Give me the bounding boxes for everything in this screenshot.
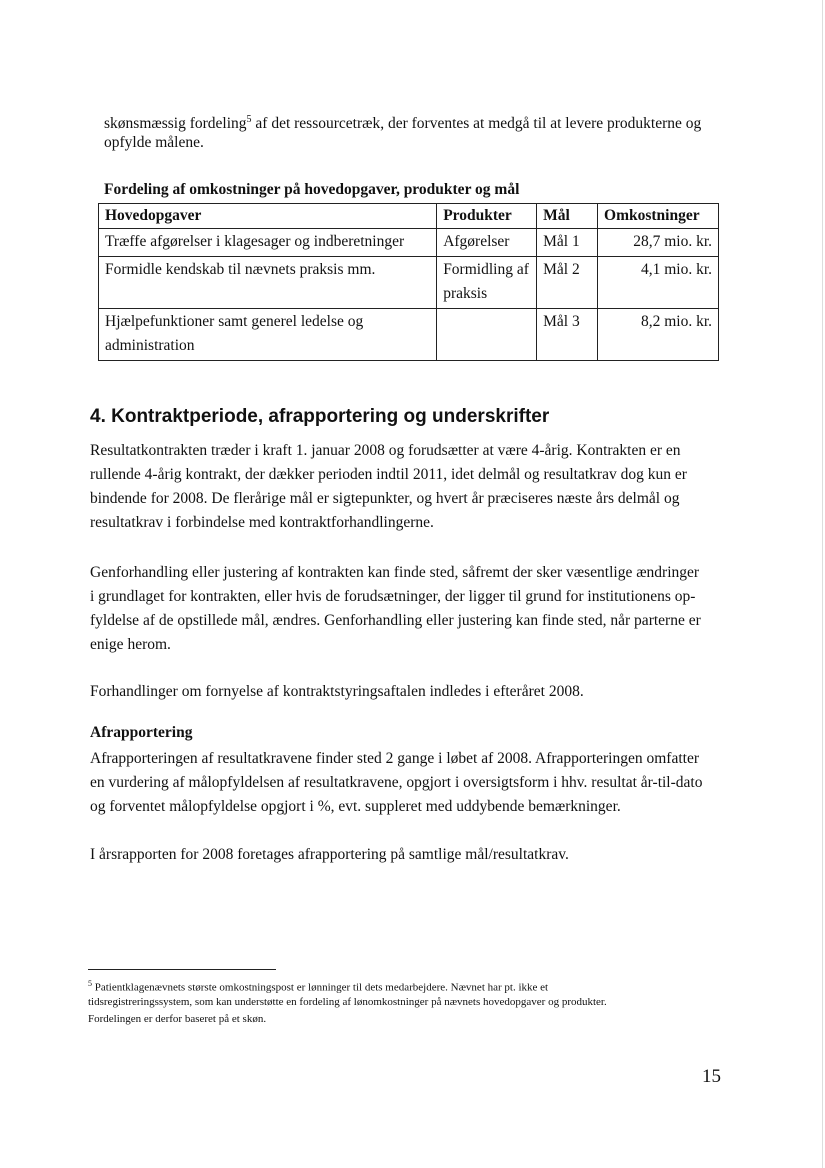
col-header: Mål xyxy=(537,204,598,229)
cell: 4,1 mio. kr. xyxy=(598,257,719,309)
para-line: i grundlaget for kontrakten, eller hvis de forudsætninger, der ligger til grund for institutionens op- xyxy=(90,588,696,605)
cell: 28,7 mio. kr. xyxy=(598,229,719,257)
intro-line: skønsmæssig fordeling$^5$ af det ressourcetræk, der forventes at medgå til at levere produkterne og xyxy=(104,114,702,133)
cell: Hjælpefunktioner samt generel ledelse og administration xyxy=(99,309,437,361)
col-header: Omkostninger xyxy=(598,204,719,229)
cell: Mål 2 xyxy=(537,257,598,309)
page-number: 15 xyxy=(702,1066,721,1087)
cell: Afgørelser xyxy=(437,229,537,257)
col-header: Hovedopgaver xyxy=(99,204,437,229)
para-line: resultatkrav i forbindelse med kontraktforhandlingerne. xyxy=(90,514,434,531)
table-caption: Fordeling af omkostninger på hovedopgaver, produkter og mål xyxy=(104,181,520,198)
table-row xyxy=(99,309,719,361)
para-line: fyldelse af de opstillede mål, ændres. Genforhandling eller justering kan finde sted, når parterne er xyxy=(90,612,701,629)
cell: Mål 3 xyxy=(537,309,598,361)
subheading: Afrapportering xyxy=(90,724,193,741)
para-line: Afrapporteringen af resultatkravene finder sted 2 gange i løbet af 2008. Afrapporteringen omfatter xyxy=(90,750,699,767)
cell: Formidling af praksis xyxy=(437,257,537,309)
scan-edge xyxy=(822,0,823,1168)
para-line: Forhandlinger om fornyelse af kontraktstyringsaftalen indledes i efteråret 2008. xyxy=(90,683,584,700)
para-line: bindende for 2008. De flerårige mål er sigtepunkter, og hvert år præciseres næste års delmål og xyxy=(90,490,680,507)
footnote-divider xyxy=(88,969,276,970)
table-header-row xyxy=(99,204,719,229)
para-line: Genforhandling eller justering af kontrakten kan finde sted, såfremt der sker væsentlige ændringer xyxy=(90,564,700,581)
cell: 8,2 mio. kr. xyxy=(598,309,719,361)
cost-table xyxy=(98,203,719,361)
table-row xyxy=(99,257,719,309)
para-line: Resultatkontrakten træder i kraft 1. januar 2008 og forudsætter at være 4-årig. Kontrakten er en xyxy=(90,442,681,459)
cell xyxy=(437,309,537,361)
para-line: en vurdering af målopfyldelsen af resultatkravene, opgjort i oversigtsform i hhv. resultat år-til-dato xyxy=(90,774,703,791)
intro-line: opfylde målene. xyxy=(104,134,204,151)
cell: Mål 1 xyxy=(537,229,598,257)
table-row xyxy=(99,229,719,257)
footnote-line: tidsregistreringssystem, som kan understøtte en fordeling af lønomkostninger på nævnets hovedopgaver og produkter. xyxy=(88,996,607,1008)
para-line: rullende 4-årig kontrakt, der dækker perioden indtil 2011, idet delmål og resultatkrav dog kun er xyxy=(90,466,687,483)
para-line: og forventet målopfyldelse opgjort i %, evt. suppleret med uddybende bemærkninger. xyxy=(90,798,621,815)
cell: Træffe afgørelser i klagesager og indberetninger xyxy=(99,229,437,257)
footnote-line: Fordelingen er derfor baseret på et skøn. xyxy=(88,1013,267,1025)
section-heading: 4. Kontraktperiode, afrapportering og underskrifter xyxy=(90,406,550,427)
para-line: enige herom. xyxy=(90,636,171,653)
cell: Formidle kendskab til nævnets praksis mm. xyxy=(99,257,437,309)
footnote-ref: 5 xyxy=(246,114,252,125)
para-line: I årsrapporten for 2008 foretages afrapportering på samtlige mål/resultatkrav. xyxy=(90,846,569,863)
footnote-line: $^5$ Patientklagenævnets største omkostningspost er lønninger til dets medarbejdere. Nævnet har pt. ikke et xyxy=(88,979,549,994)
col-header: Produkter xyxy=(437,204,537,229)
